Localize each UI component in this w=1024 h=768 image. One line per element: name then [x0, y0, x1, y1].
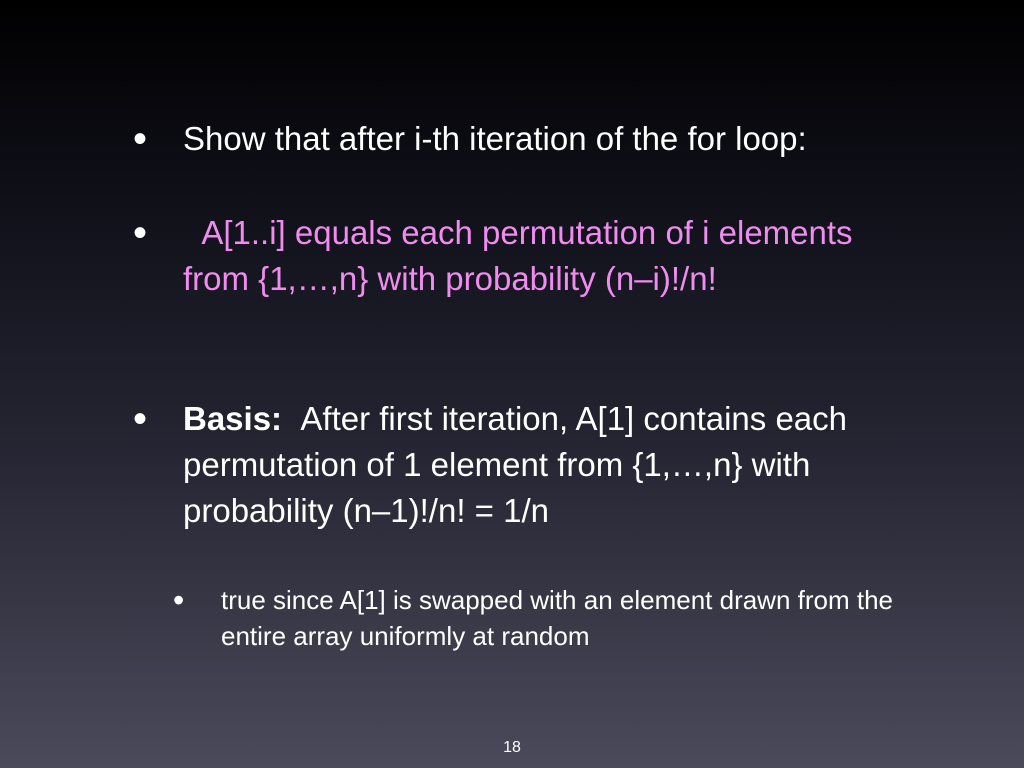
bullet-icon: • [133, 211, 148, 255]
page-number: 18 [503, 739, 521, 756]
sub-bullet-icon: • [173, 582, 185, 618]
bullet-text-highlighted: A[1..i] equals each permutation of i elements from {1,…,n} with probability (n–i)!/n! [183, 214, 862, 297]
sub-bullet-text: true since A[1] is swapped with an element drawn from the entire array uniformly at random [221, 585, 894, 651]
basis-label: Basis: [183, 400, 283, 437]
basis-text: After first iteration, A[1] contains each permutation of 1 element from {1,…,n} with probability (n–1)!/n! = 1/n [183, 400, 848, 529]
bullet-icon: • [133, 397, 148, 441]
bullet-text [183, 396, 913, 534]
bullet-text: Show that after i-th iteration of the for loop: [183, 120, 807, 157]
bullet-icon: • [133, 117, 148, 161]
